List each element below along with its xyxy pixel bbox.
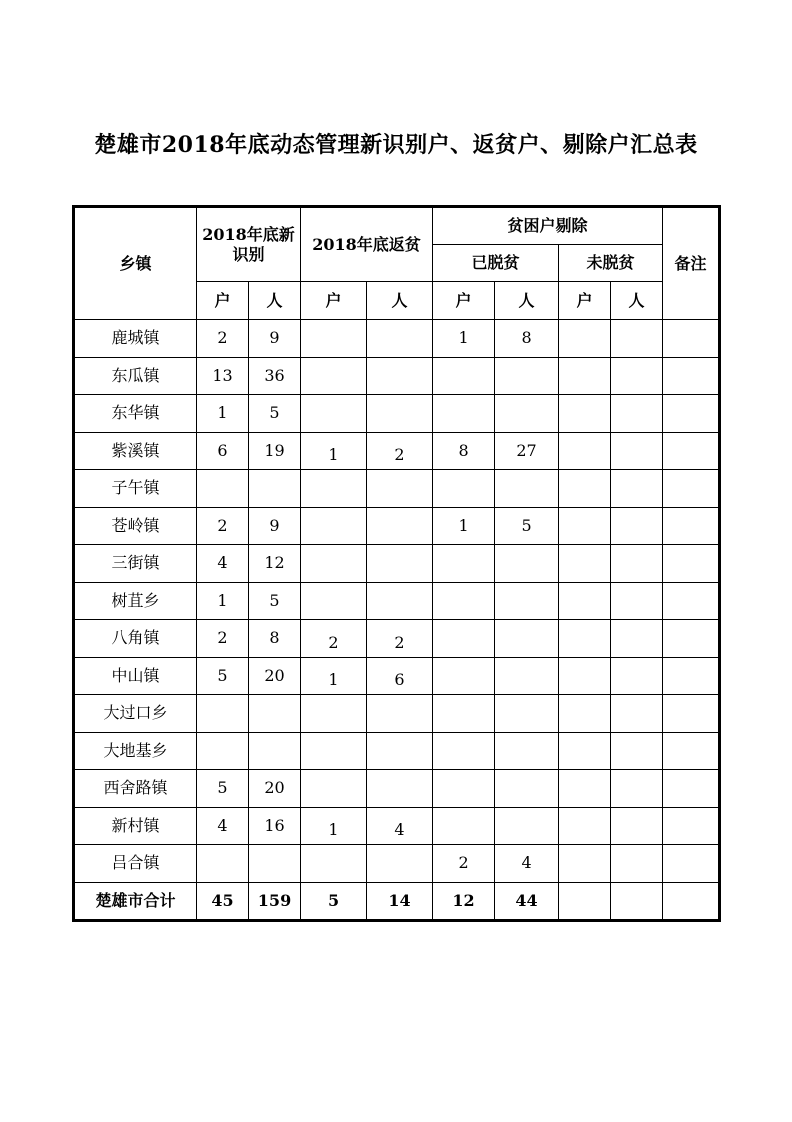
- lift-hu-cell: [433, 732, 495, 770]
- header-ret-ren: 人: [367, 282, 433, 320]
- ret-ren-cell: [367, 470, 433, 508]
- lift-hu-cell: [433, 470, 495, 508]
- lift-ren-cell: [495, 582, 559, 620]
- total-ret-ren-cell: 14: [367, 882, 433, 920]
- new-hu-cell: 5: [197, 770, 249, 808]
- table-row: [75, 432, 719, 470]
- lift-hu-cell: [433, 545, 495, 583]
- ret-hu-cell: [301, 507, 367, 545]
- notlift-hu-cell: [559, 582, 611, 620]
- ret-ren-cell: [367, 357, 433, 395]
- notlift-hu-cell: [559, 845, 611, 883]
- total-town-cell: 楚雄市合计: [75, 882, 197, 920]
- notlift-ren-cell: [611, 357, 663, 395]
- new-hu-cell: 5: [197, 657, 249, 695]
- notlift-hu-cell: [559, 320, 611, 358]
- header-lift-hu: 户: [433, 282, 495, 320]
- lift-ren-cell: 8: [495, 320, 559, 358]
- lift-ren-cell: [495, 695, 559, 733]
- lift-hu-cell: [433, 695, 495, 733]
- ret-hu-cell: [301, 582, 367, 620]
- new-ren-cell: [249, 470, 301, 508]
- remark-cell: [663, 807, 719, 845]
- ret-ren-cell: [367, 845, 433, 883]
- ret-hu-cell: [301, 320, 367, 358]
- new-hu-cell: [197, 845, 249, 883]
- ret-hu-cell: 1: [301, 807, 367, 845]
- remark-cell: [663, 695, 719, 733]
- new-ren-cell: 8: [249, 620, 301, 658]
- ret-hu-cell: 1: [301, 657, 367, 695]
- lift-ren-cell: [495, 545, 559, 583]
- ret-hu-cell: [301, 545, 367, 583]
- lift-ren-cell: 4: [495, 845, 559, 883]
- header-row-1: [75, 208, 719, 245]
- table-row: [75, 470, 719, 508]
- notlift-hu-cell: [559, 470, 611, 508]
- town-cell: 西舍路镇: [75, 770, 197, 808]
- lift-hu-cell: [433, 770, 495, 808]
- notlift-ren-cell: [611, 545, 663, 583]
- town-cell: 子午镇: [75, 470, 197, 508]
- lift-hu-cell: [433, 357, 495, 395]
- notlift-hu-cell: [559, 807, 611, 845]
- table-row: [75, 320, 719, 358]
- notlift-ren-cell: [611, 807, 663, 845]
- ret-ren-cell: 2: [367, 432, 433, 470]
- header-notlift-ren: 人: [611, 282, 663, 320]
- header-removed: 贫困户剔除: [433, 208, 663, 245]
- total-lift-ren-cell: 44: [495, 882, 559, 920]
- total-notlift-hu-cell: [559, 882, 611, 920]
- remark-cell: [663, 545, 719, 583]
- notlift-ren-cell: [611, 395, 663, 433]
- remark-cell: [663, 732, 719, 770]
- ret-ren-cell: 6: [367, 657, 433, 695]
- ret-ren-cell: [367, 695, 433, 733]
- total-remark-cell: [663, 882, 719, 920]
- remark-cell: [663, 432, 719, 470]
- town-cell: 树苴乡: [75, 582, 197, 620]
- town-cell: 鹿城镇: [75, 320, 197, 358]
- table-row: [75, 582, 719, 620]
- header-town: 乡镇: [75, 208, 197, 320]
- remark-cell: [663, 620, 719, 658]
- ret-ren-cell: [367, 320, 433, 358]
- lift-ren-cell: [495, 732, 559, 770]
- header-new-hu: 户: [197, 282, 249, 320]
- new-hu-cell: 2: [197, 507, 249, 545]
- remark-cell: [663, 657, 719, 695]
- town-cell: 新村镇: [75, 807, 197, 845]
- remark-cell: [663, 845, 719, 883]
- town-cell: 苍岭镇: [75, 507, 197, 545]
- header-ret-hu: 户: [301, 282, 367, 320]
- notlift-hu-cell: [559, 432, 611, 470]
- new-hu-cell: [197, 732, 249, 770]
- header-lift-ren: 人: [495, 282, 559, 320]
- new-ren-cell: 5: [249, 395, 301, 433]
- table-row: [75, 732, 719, 770]
- new-hu-cell: 1: [197, 582, 249, 620]
- lift-hu-cell: [433, 620, 495, 658]
- notlift-hu-cell: [559, 732, 611, 770]
- header-returned-poverty: 2018年底返贫: [301, 208, 433, 282]
- lift-hu-cell: [433, 657, 495, 695]
- table-row: [75, 770, 719, 808]
- ret-hu-cell: [301, 357, 367, 395]
- lift-ren-cell: [495, 657, 559, 695]
- lift-ren-cell: [495, 357, 559, 395]
- total-lift-hu-cell: 12: [433, 882, 495, 920]
- notlift-hu-cell: [559, 657, 611, 695]
- town-cell: 紫溪镇: [75, 432, 197, 470]
- town-cell: 东瓜镇: [75, 357, 197, 395]
- table-row: [75, 807, 719, 845]
- lift-ren-cell: 27: [495, 432, 559, 470]
- remark-cell: [663, 507, 719, 545]
- new-hu-cell: 6: [197, 432, 249, 470]
- lift-ren-cell: [495, 395, 559, 433]
- total-row: [75, 882, 719, 920]
- new-hu-cell: [197, 695, 249, 733]
- header-remark: 备注: [663, 208, 719, 320]
- table-row: [75, 845, 719, 883]
- new-ren-cell: 5: [249, 582, 301, 620]
- notlift-ren-cell: [611, 470, 663, 508]
- lift-ren-cell: [495, 770, 559, 808]
- table-row: [75, 545, 719, 583]
- table-row: [75, 395, 719, 433]
- ret-ren-cell: [367, 770, 433, 808]
- town-cell: 大过口乡: [75, 695, 197, 733]
- notlift-ren-cell: [611, 845, 663, 883]
- table-row: [75, 357, 719, 395]
- lift-hu-cell: 1: [433, 507, 495, 545]
- ret-hu-cell: [301, 695, 367, 733]
- notlift-hu-cell: [559, 620, 611, 658]
- notlift-ren-cell: [611, 620, 663, 658]
- new-hu-cell: 1: [197, 395, 249, 433]
- summary-table: [74, 207, 719, 920]
- notlift-ren-cell: [611, 657, 663, 695]
- ret-hu-cell: [301, 470, 367, 508]
- table-row: [75, 695, 719, 733]
- lift-hu-cell: [433, 395, 495, 433]
- header-not-lifted: 未脱贫: [559, 245, 663, 282]
- remark-cell: [663, 470, 719, 508]
- new-ren-cell: 20: [249, 657, 301, 695]
- notlift-ren-cell: [611, 507, 663, 545]
- ret-hu-cell: [301, 770, 367, 808]
- notlift-ren-cell: [611, 695, 663, 733]
- new-hu-cell: 13: [197, 357, 249, 395]
- remark-cell: [663, 395, 719, 433]
- ret-ren-cell: [367, 507, 433, 545]
- header-new-ren: 人: [249, 282, 301, 320]
- total-notlift-ren-cell: [611, 882, 663, 920]
- town-cell: 吕合镇: [75, 845, 197, 883]
- new-ren-cell: 12: [249, 545, 301, 583]
- total-new-hu-cell: 45: [197, 882, 249, 920]
- new-hu-cell: 4: [197, 545, 249, 583]
- notlift-ren-cell: [611, 582, 663, 620]
- remark-cell: [663, 357, 719, 395]
- lift-ren-cell: 5: [495, 507, 559, 545]
- lift-hu-cell: [433, 582, 495, 620]
- ret-ren-cell: 4: [367, 807, 433, 845]
- ret-ren-cell: [367, 732, 433, 770]
- ret-ren-cell: 2: [367, 620, 433, 658]
- town-cell: 中山镇: [75, 657, 197, 695]
- lift-ren-cell: [495, 620, 559, 658]
- new-ren-cell: 9: [249, 507, 301, 545]
- table-row: [75, 507, 719, 545]
- town-cell: 东华镇: [75, 395, 197, 433]
- header-new-identified: 2018年底新识别: [197, 208, 301, 282]
- remark-cell: [663, 582, 719, 620]
- town-cell: 三街镇: [75, 545, 197, 583]
- ret-hu-cell: [301, 732, 367, 770]
- new-ren-cell: 16: [249, 807, 301, 845]
- town-cell: 大地基乡: [75, 732, 197, 770]
- header-lifted: 已脱贫: [433, 245, 559, 282]
- new-hu-cell: 2: [197, 620, 249, 658]
- notlift-hu-cell: [559, 770, 611, 808]
- lift-ren-cell: [495, 807, 559, 845]
- new-hu-cell: 2: [197, 320, 249, 358]
- new-ren-cell: 9: [249, 320, 301, 358]
- ret-hu-cell: [301, 845, 367, 883]
- lift-hu-cell: [433, 807, 495, 845]
- notlift-hu-cell: [559, 395, 611, 433]
- ret-ren-cell: [367, 395, 433, 433]
- notlift-hu-cell: [559, 357, 611, 395]
- notlift-ren-cell: [611, 732, 663, 770]
- total-ret-hu-cell: 5: [301, 882, 367, 920]
- new-ren-cell: [249, 732, 301, 770]
- notlift-hu-cell: [559, 507, 611, 545]
- notlift-ren-cell: [611, 432, 663, 470]
- ret-ren-cell: [367, 545, 433, 583]
- new-ren-cell: [249, 695, 301, 733]
- header-notlift-hu: 户: [559, 282, 611, 320]
- new-ren-cell: 19: [249, 432, 301, 470]
- notlift-hu-cell: [559, 545, 611, 583]
- remark-cell: [663, 320, 719, 358]
- new-ren-cell: 20: [249, 770, 301, 808]
- ret-hu-cell: 2: [301, 620, 367, 658]
- lift-ren-cell: [495, 470, 559, 508]
- table-row: [75, 657, 719, 695]
- town-cell: 八角镇: [75, 620, 197, 658]
- lift-hu-cell: 8: [433, 432, 495, 470]
- total-new-ren-cell: 159: [249, 882, 301, 920]
- lift-hu-cell: 1: [433, 320, 495, 358]
- ret-hu-cell: [301, 395, 367, 433]
- page-title: 楚雄市2018年底动态管理新识别户、返贫户、剔除户汇总表: [94, 132, 698, 158]
- remark-cell: [663, 770, 719, 808]
- table-row: [75, 620, 719, 658]
- new-ren-cell: 36: [249, 357, 301, 395]
- notlift-ren-cell: [611, 770, 663, 808]
- new-ren-cell: [249, 845, 301, 883]
- new-hu-cell: 4: [197, 807, 249, 845]
- ret-hu-cell: 1: [301, 432, 367, 470]
- ret-ren-cell: [367, 582, 433, 620]
- notlift-ren-cell: [611, 320, 663, 358]
- lift-hu-cell: 2: [433, 845, 495, 883]
- new-hu-cell: [197, 470, 249, 508]
- notlift-hu-cell: [559, 695, 611, 733]
